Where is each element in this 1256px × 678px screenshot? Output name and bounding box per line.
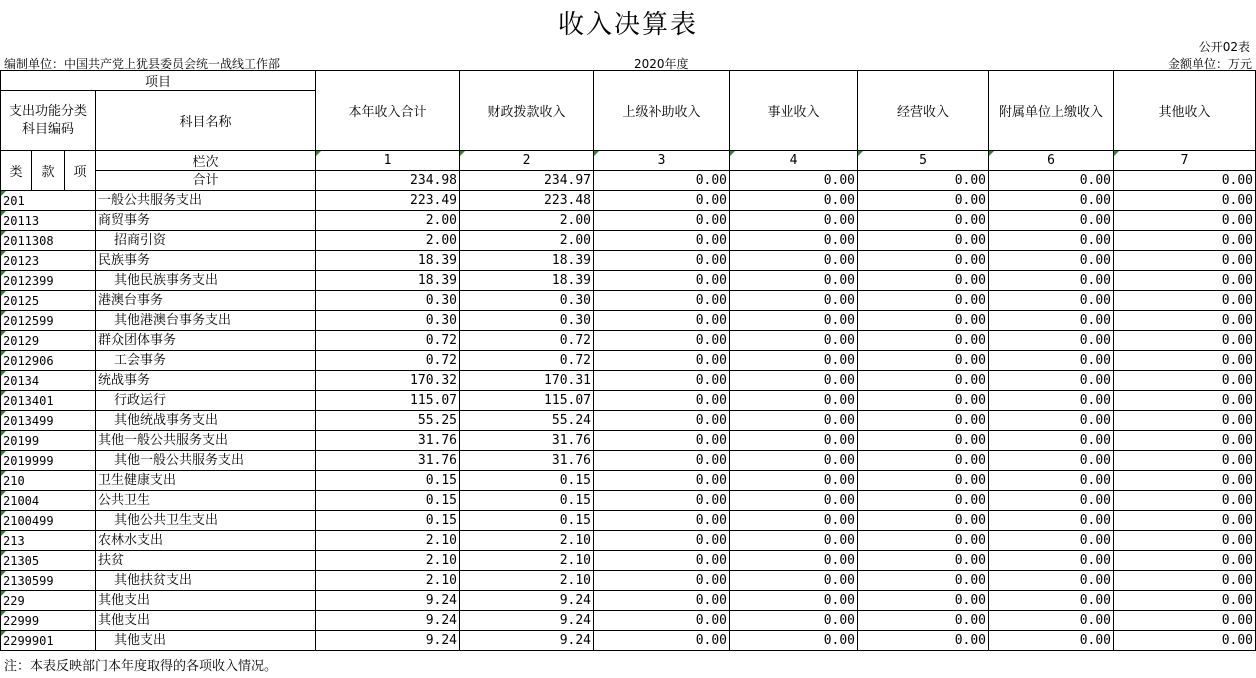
- table-row: [1, 271, 1256, 291]
- value-col-6: 0.00: [989, 271, 1114, 291]
- table-row: [1, 371, 1256, 391]
- value-col-7: 0.00: [1114, 511, 1256, 531]
- value-col-6: 0.00: [989, 311, 1114, 331]
- value-col-5: 0.00: [858, 331, 989, 351]
- value-col-3: 0.00: [594, 471, 730, 491]
- value-col-6: 0.00: [989, 371, 1114, 391]
- value-col-1: 0.72: [316, 331, 460, 351]
- function-code: 210: [1, 471, 96, 491]
- value-col-5: 0.00: [858, 571, 989, 591]
- subject-name: 行政运行: [96, 391, 316, 411]
- value-col-7: 0.00: [1114, 331, 1256, 351]
- value-col-3: 0.00: [594, 251, 730, 271]
- value-col-3: 0.00: [594, 591, 730, 611]
- col-number-6: 6: [989, 151, 1114, 171]
- fiscal-year: 2020年度: [634, 57, 689, 71]
- value-col-4: 0.00: [730, 391, 858, 411]
- value-col-3: 0.00: [594, 631, 730, 651]
- value-col-7: 0.00: [1114, 571, 1256, 591]
- table-row: [1, 551, 1256, 571]
- value-col-3: 0.00: [594, 211, 730, 231]
- value-col-1: 0.30: [316, 291, 460, 311]
- subject-name: 其他一般公共服务支出: [96, 451, 316, 471]
- value-col-1: 0.15: [316, 511, 460, 531]
- value-col-6: 0.00: [989, 471, 1114, 491]
- table-row: [1, 351, 1256, 371]
- table-row: [1, 191, 1256, 211]
- function-code: 2012599: [1, 311, 96, 331]
- subject-name: 其他港澳台事务支出: [96, 311, 316, 331]
- function-code: 2130599: [1, 571, 96, 591]
- report-title: 收入决算表: [557, 10, 698, 40]
- value-col-2: 31.76: [460, 451, 594, 471]
- value-col-5: 0.00: [858, 391, 989, 411]
- col-number-7: 7: [1114, 151, 1256, 171]
- value-col-4: 0.00: [730, 351, 858, 371]
- value-col-5: 0.00: [858, 311, 989, 331]
- table-row: [1, 591, 1256, 611]
- subject-name: 公共卫生: [96, 491, 316, 511]
- form-number: 公开02表: [1198, 40, 1250, 54]
- table-row: [1, 291, 1256, 311]
- subject-name: 其他支出: [96, 591, 316, 611]
- value-col-2: 55.24: [460, 411, 594, 431]
- value-col-1: 9.24: [316, 631, 460, 651]
- value-col-4: 0.00: [730, 611, 858, 631]
- function-code: 2012906: [1, 351, 96, 371]
- subject-name: 统战事务: [96, 371, 316, 391]
- function-code: 213: [1, 531, 96, 551]
- value-col-3: 0.00: [594, 611, 730, 631]
- header-func-code: 支出功能分类科目编码: [1, 91, 96, 151]
- value-col-4: 0.00: [730, 411, 858, 431]
- subject-name: 招商引资: [96, 231, 316, 251]
- function-code: 21004: [1, 491, 96, 511]
- value-col-3: 0.00: [594, 511, 730, 531]
- value-col-6: 0.00: [989, 611, 1114, 631]
- value-col-4: 0.00: [730, 591, 858, 611]
- value-col-6: 0.00: [989, 451, 1114, 471]
- value-col-4: 0.00: [730, 271, 858, 291]
- table-row: [1, 471, 1256, 491]
- value-col-5: 0.00: [858, 291, 989, 311]
- value-col-2: 2.10: [460, 531, 594, 551]
- value-col-1: 0.15: [316, 491, 460, 511]
- header-col-3: 上级补助收入: [594, 71, 730, 151]
- value-col-6: 0.00: [989, 231, 1114, 251]
- total-value-5: 0.00: [858, 171, 989, 191]
- value-col-7: 0.00: [1114, 191, 1256, 211]
- value-col-2: 31.76: [460, 431, 594, 451]
- value-col-4: 0.00: [730, 571, 858, 591]
- subject-name: 扶贫: [96, 551, 316, 571]
- value-col-3: 0.00: [594, 431, 730, 451]
- total-value-2: 234.97: [460, 171, 594, 191]
- value-col-7: 0.00: [1114, 591, 1256, 611]
- col-number-5: 5: [858, 151, 989, 171]
- header-col-7: 其他收入: [1114, 71, 1256, 151]
- header-xiang: 项: [65, 151, 96, 191]
- value-col-1: 9.24: [316, 591, 460, 611]
- value-col-7: 0.00: [1114, 491, 1256, 511]
- value-col-2: 0.15: [460, 471, 594, 491]
- value-col-6: 0.00: [989, 511, 1114, 531]
- value-col-6: 0.00: [989, 571, 1114, 591]
- subject-name: 其他统战事务支出: [96, 411, 316, 431]
- value-col-3: 0.00: [594, 451, 730, 471]
- value-col-5: 0.00: [858, 451, 989, 471]
- function-code: 201: [1, 191, 96, 211]
- value-col-4: 0.00: [730, 251, 858, 271]
- function-code: 2012399: [1, 271, 96, 291]
- value-col-1: 2.00: [316, 211, 460, 231]
- value-col-7: 0.00: [1114, 351, 1256, 371]
- table-row: [1, 611, 1256, 631]
- table-row: [1, 431, 1256, 451]
- function-code: 2011308: [1, 231, 96, 251]
- value-col-5: 0.00: [858, 211, 989, 231]
- header-col-5: 经营收入: [858, 71, 989, 151]
- value-col-1: 9.24: [316, 611, 460, 631]
- value-col-3: 0.00: [594, 291, 730, 311]
- table-row: [1, 451, 1256, 471]
- header-col-4: 事业收入: [730, 71, 858, 151]
- value-col-5: 0.00: [858, 611, 989, 631]
- table-row: [1, 391, 1256, 411]
- value-col-4: 0.00: [730, 511, 858, 531]
- function-code: 20113: [1, 211, 96, 231]
- value-col-2: 2.10: [460, 571, 594, 591]
- table-row: [1, 631, 1256, 651]
- table-row: [1, 231, 1256, 251]
- table-row: [1, 311, 1256, 331]
- value-col-1: 31.76: [316, 451, 460, 471]
- value-col-1: 0.72: [316, 351, 460, 371]
- value-col-5: 0.00: [858, 271, 989, 291]
- value-col-7: 0.00: [1114, 371, 1256, 391]
- value-col-1: 31.76: [316, 431, 460, 451]
- value-col-5: 0.00: [858, 531, 989, 551]
- value-col-7: 0.00: [1114, 311, 1256, 331]
- value-col-3: 0.00: [594, 391, 730, 411]
- value-col-3: 0.00: [594, 371, 730, 391]
- value-col-2: 115.07: [460, 391, 594, 411]
- function-code: 20134: [1, 371, 96, 391]
- col-number-1: 1: [316, 151, 460, 171]
- header-lanci: 栏次: [96, 151, 316, 171]
- value-col-3: 0.00: [594, 271, 730, 291]
- value-col-6: 0.00: [989, 391, 1114, 411]
- value-col-3: 0.00: [594, 331, 730, 351]
- value-col-1: 0.30: [316, 311, 460, 331]
- value-col-4: 0.00: [730, 531, 858, 551]
- value-col-1: 2.10: [316, 551, 460, 571]
- subject-name: 其他支出: [96, 631, 316, 651]
- table-row: [1, 511, 1256, 531]
- value-col-2: 170.31: [460, 371, 594, 391]
- value-col-1: 115.07: [316, 391, 460, 411]
- value-col-1: 2.00: [316, 231, 460, 251]
- value-col-4: 0.00: [730, 371, 858, 391]
- value-col-4: 0.00: [730, 231, 858, 251]
- value-col-6: 0.00: [989, 191, 1114, 211]
- value-col-7: 0.00: [1114, 391, 1256, 411]
- value-col-6: 0.00: [989, 531, 1114, 551]
- value-col-4: 0.00: [730, 211, 858, 231]
- value-col-4: 0.00: [730, 431, 858, 451]
- value-col-2: 2.00: [460, 231, 594, 251]
- table-row: [1, 531, 1256, 551]
- value-col-2: 9.24: [460, 631, 594, 651]
- value-col-4: 0.00: [730, 551, 858, 571]
- subject-name: 商贸事务: [96, 211, 316, 231]
- table-row: [1, 251, 1256, 271]
- value-col-1: 170.32: [316, 371, 460, 391]
- col-number-2: 2: [460, 151, 594, 171]
- table-row: [1, 411, 1256, 431]
- value-col-5: 0.00: [858, 411, 989, 431]
- function-code: 20125: [1, 291, 96, 311]
- value-col-6: 0.00: [989, 591, 1114, 611]
- value-col-2: 0.72: [460, 331, 594, 351]
- value-col-6: 0.00: [989, 631, 1114, 651]
- subject-name: 其他一般公共服务支出: [96, 431, 316, 451]
- total-value-1: 234.98: [316, 171, 460, 191]
- header-col-2: 财政拨款收入: [460, 71, 594, 151]
- subject-name: 其他扶贫支出: [96, 571, 316, 591]
- value-col-4: 0.00: [730, 331, 858, 351]
- value-col-3: 0.00: [594, 191, 730, 211]
- header-kuan: 款: [32, 151, 65, 191]
- subject-name: 群众团体事务: [96, 331, 316, 351]
- function-code: 20123: [1, 251, 96, 271]
- header-subject-name: 科目名称: [96, 91, 316, 151]
- value-col-4: 0.00: [730, 631, 858, 651]
- value-col-1: 0.15: [316, 471, 460, 491]
- value-col-3: 0.00: [594, 551, 730, 571]
- value-col-6: 0.00: [989, 551, 1114, 571]
- value-col-1: 223.49: [316, 191, 460, 211]
- value-col-7: 0.00: [1114, 271, 1256, 291]
- value-col-6: 0.00: [989, 331, 1114, 351]
- value-col-5: 0.00: [858, 371, 989, 391]
- total-value-7: 0.00: [1114, 171, 1256, 191]
- value-col-3: 0.00: [594, 231, 730, 251]
- table-row: [1, 331, 1256, 351]
- value-col-2: 2.10: [460, 551, 594, 571]
- compiling-unit: 编制单位：中国共产党上犹县委员会统一战线工作部: [4, 57, 281, 71]
- function-code: 2100499: [1, 511, 96, 531]
- value-col-2: 9.24: [460, 591, 594, 611]
- total-value-4: 0.00: [730, 171, 858, 191]
- table-row: [1, 571, 1256, 591]
- value-col-5: 0.00: [858, 631, 989, 651]
- function-code: 2013499: [1, 411, 96, 431]
- total-row: [1, 171, 1256, 191]
- col-number-3: 3: [594, 151, 730, 171]
- total-label: 合计: [96, 171, 316, 191]
- header-col-6: 附属单位上缴收入: [989, 71, 1114, 151]
- col-number-4: 4: [730, 151, 858, 171]
- value-col-5: 0.00: [858, 491, 989, 511]
- value-col-1: 2.10: [316, 531, 460, 551]
- value-col-2: 223.48: [460, 191, 594, 211]
- function-code: 20199: [1, 431, 96, 451]
- value-col-5: 0.00: [858, 191, 989, 211]
- value-col-5: 0.00: [858, 471, 989, 491]
- value-col-1: 55.25: [316, 411, 460, 431]
- value-col-6: 0.00: [989, 351, 1114, 371]
- value-col-6: 0.00: [989, 491, 1114, 511]
- subject-name: 卫生健康支出: [96, 471, 316, 491]
- value-col-7: 0.00: [1114, 431, 1256, 451]
- subject-name: 农林水支出: [96, 531, 316, 551]
- value-col-4: 0.00: [730, 311, 858, 331]
- function-code: 22999: [1, 611, 96, 631]
- value-col-2: 0.15: [460, 511, 594, 531]
- value-col-5: 0.00: [858, 231, 989, 251]
- value-col-6: 0.00: [989, 431, 1114, 451]
- value-col-2: 0.72: [460, 351, 594, 371]
- value-col-7: 0.00: [1114, 611, 1256, 631]
- value-col-3: 0.00: [594, 571, 730, 591]
- subject-name: 港澳台事务: [96, 291, 316, 311]
- income-final-accounts-table: [0, 70, 1256, 651]
- value-col-4: 0.00: [730, 291, 858, 311]
- table-row: [1, 491, 1256, 511]
- value-col-6: 0.00: [989, 411, 1114, 431]
- subject-name: 民族事务: [96, 251, 316, 271]
- value-col-4: 0.00: [730, 451, 858, 471]
- value-col-1: 18.39: [316, 271, 460, 291]
- function-code: 21305: [1, 551, 96, 571]
- value-col-5: 0.00: [858, 551, 989, 571]
- value-col-7: 0.00: [1114, 551, 1256, 571]
- total-value-3: 0.00: [594, 171, 730, 191]
- total-value-6: 0.00: [989, 171, 1114, 191]
- table-note: 注：本表反映部门本年度取得的各项收入情况。: [4, 659, 278, 674]
- header-lei: 类: [1, 151, 32, 191]
- value-col-1: 2.10: [316, 571, 460, 591]
- function-code: 20129: [1, 331, 96, 351]
- value-col-4: 0.00: [730, 491, 858, 511]
- value-col-6: 0.00: [989, 211, 1114, 231]
- value-col-3: 0.00: [594, 411, 730, 431]
- value-col-2: 0.30: [460, 311, 594, 331]
- value-col-2: 18.39: [460, 271, 594, 291]
- subject-name: 工会事务: [96, 351, 316, 371]
- value-col-6: 0.00: [989, 251, 1114, 271]
- header-item: 项目: [1, 71, 316, 91]
- value-col-2: 0.15: [460, 491, 594, 511]
- value-col-7: 0.00: [1114, 471, 1256, 491]
- value-col-5: 0.00: [858, 591, 989, 611]
- function-code: 2019999: [1, 451, 96, 471]
- value-col-7: 0.00: [1114, 451, 1256, 471]
- table-row: [1, 211, 1256, 231]
- value-col-7: 0.00: [1114, 411, 1256, 431]
- value-col-7: 0.00: [1114, 251, 1256, 271]
- value-col-5: 0.00: [858, 511, 989, 531]
- header-col-1: 本年收入合计: [316, 71, 460, 151]
- value-col-4: 0.00: [730, 191, 858, 211]
- value-col-2: 9.24: [460, 611, 594, 631]
- value-col-7: 0.00: [1114, 211, 1256, 231]
- subject-name: 其他民族事务支出: [96, 271, 316, 291]
- value-col-3: 0.00: [594, 351, 730, 371]
- value-col-7: 0.00: [1114, 531, 1256, 551]
- value-col-5: 0.00: [858, 431, 989, 451]
- subject-name: 其他公共卫生支出: [96, 511, 316, 531]
- value-col-3: 0.00: [594, 311, 730, 331]
- value-col-7: 0.00: [1114, 231, 1256, 251]
- subject-name: 其他支出: [96, 611, 316, 631]
- function-code: 229: [1, 591, 96, 611]
- value-col-1: 18.39: [316, 251, 460, 271]
- value-col-3: 0.00: [594, 491, 730, 511]
- value-col-6: 0.00: [989, 291, 1114, 311]
- value-col-2: 18.39: [460, 251, 594, 271]
- value-col-3: 0.00: [594, 531, 730, 551]
- value-col-7: 0.00: [1114, 291, 1256, 311]
- value-col-5: 0.00: [858, 251, 989, 271]
- value-col-5: 0.00: [858, 351, 989, 371]
- value-col-4: 0.00: [730, 471, 858, 491]
- subject-name: 一般公共服务支出: [96, 191, 316, 211]
- value-col-2: 0.30: [460, 291, 594, 311]
- function-code: 2299901: [1, 631, 96, 651]
- value-col-7: 0.00: [1114, 631, 1256, 651]
- function-code: 2013401: [1, 391, 96, 411]
- money-unit: 金额单位：万元: [1167, 57, 1252, 71]
- value-col-2: 2.00: [460, 211, 594, 231]
